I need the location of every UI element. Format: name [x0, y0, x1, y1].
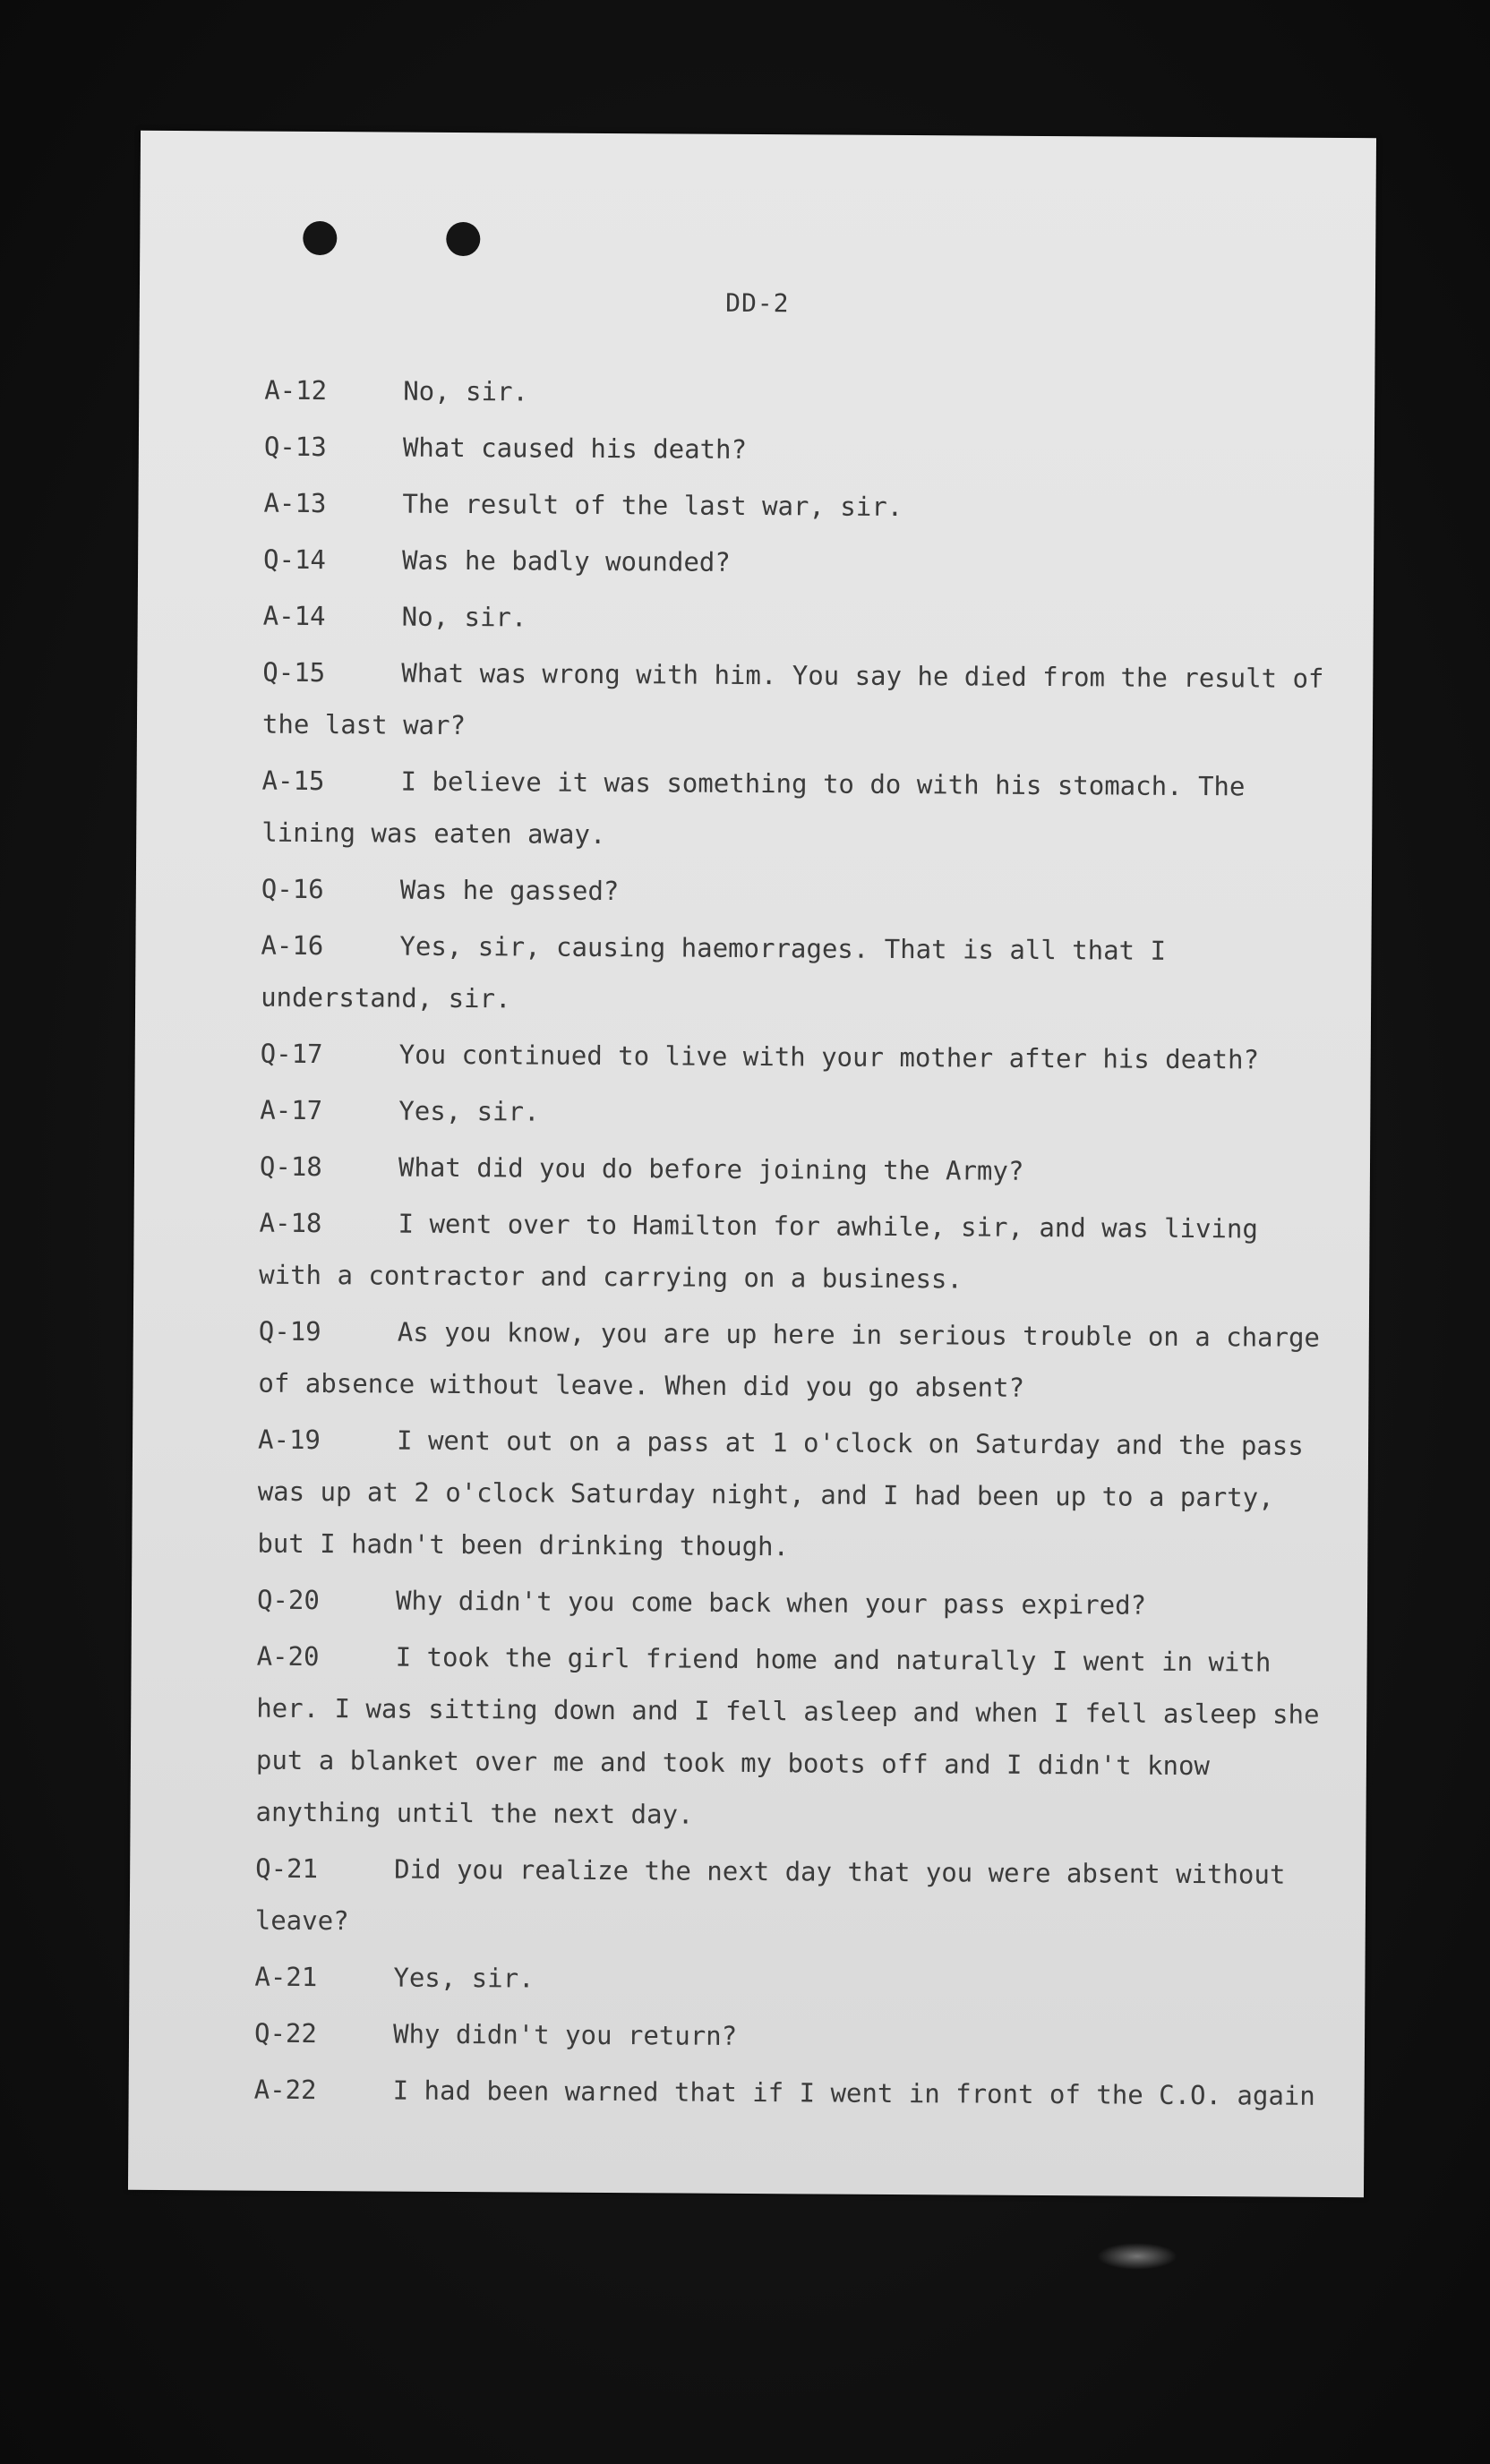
- entry-text: I went over to Hamilton for awhile, sir, and was living with a contractor and carrying on a business.: [259, 1208, 1258, 1295]
- entry-text: What caused his death?: [402, 432, 748, 465]
- entry-text: What was wrong with him. You say he died from the result of the last war?: [261, 657, 1324, 741]
- transcript-entry: [254, 2007, 1320, 2066]
- document-page: [128, 131, 1376, 2197]
- transcript-entry: [264, 364, 1330, 423]
- transcript-entry: [264, 421, 1330, 479]
- entry-text: What did you do before joining the Army?: [398, 1151, 1024, 1186]
- entry-text: No, sir.: [403, 375, 529, 407]
- entry-label: Q-18: [259, 1151, 322, 1183]
- entry-text: Yes, sir.: [398, 1095, 540, 1127]
- transcript: [253, 364, 1330, 2126]
- entry-label: A-19: [258, 1424, 321, 1456]
- entry-text: I believe it was something to do with his stomach. The lining was eaten away.: [261, 766, 1246, 850]
- entry-label: A-22: [253, 2074, 317, 2106]
- entry-text: I had been warned that if I went in front of the C.O. again: [392, 2075, 1315, 2111]
- punch-hole-right: [446, 222, 480, 256]
- scan-smudge: [1097, 2243, 1177, 2270]
- entry-label: Q-17: [260, 1038, 323, 1070]
- transcript-entry: [258, 1305, 1324, 1416]
- transcript-entry: [257, 1574, 1323, 1632]
- entry-text: I took the girl friend home and naturally I went in with her. I was sitting down and I fell asleep and when I fell asleep she put a blanket over me and took my boots off and I didn't know anything until the next day.: [255, 1641, 1320, 1830]
- entry-label: Q-13: [263, 431, 327, 463]
- entry-text: I went out on a pass at 1 o'clock on Saturday and the pass was up at 2 o'clock Saturday night, and I had been up to a party, but I hadn't been drinking though.: [257, 1424, 1304, 1562]
- transcript-entry: [262, 646, 1329, 757]
- transcript-entry: [261, 863, 1327, 921]
- entry-label: A-13: [263, 487, 327, 519]
- transcript-entry: [254, 1951, 1320, 2009]
- entry-text: The result of the last war, sir.: [402, 488, 903, 523]
- entry-label: A-20: [256, 1640, 320, 1673]
- entry-label: Q-21: [255, 1852, 319, 1885]
- transcript-entry: [253, 2064, 1319, 2122]
- transcript-entry: [257, 1414, 1323, 1576]
- entry-label: A-12: [264, 374, 328, 406]
- transcript-entry: [263, 477, 1329, 535]
- entry-text: Yes, sir, causing haemorrages. That is all that I understand, sir.: [261, 930, 1167, 1014]
- transcript-entry: [263, 590, 1329, 648]
- entry-label: A-18: [259, 1207, 322, 1239]
- entry-label: Q-19: [258, 1315, 321, 1348]
- punch-hole-left: [303, 221, 337, 255]
- transcript-entry: [259, 1197, 1325, 1307]
- entry-text: Why didn't you come back when your pass expired?: [395, 1585, 1147, 1621]
- page-identifier: DD-2: [725, 287, 790, 319]
- transcript-entry: [255, 1843, 1322, 1953]
- entry-text: Why didn't you return?: [392, 2018, 738, 2051]
- entry-label: A-21: [254, 1961, 318, 1993]
- entry-text: As you know, you are up here in serious trouble on a charge of absence without leave. When did you go absent?: [258, 1316, 1321, 1403]
- transcript-entry: [263, 534, 1329, 592]
- entry-label: Q-20: [256, 1584, 320, 1616]
- entry-label: Q-16: [261, 873, 324, 905]
- transcript-entry: [260, 1084, 1325, 1142]
- entry-label: A-17: [260, 1094, 323, 1126]
- entry-text: Did you realize the next day that you were absent without leave?: [254, 1853, 1286, 1937]
- entry-label: Q-22: [253, 2017, 318, 2049]
- entry-label: Q-14: [263, 543, 327, 576]
- entry-label: Q-15: [262, 656, 326, 689]
- transcript-entry: [260, 1141, 1325, 1199]
- transcript-entry: [261, 920, 1327, 1030]
- entry-text: Was he gassed?: [399, 874, 620, 907]
- entry-text: Yes, sir.: [393, 1962, 535, 1994]
- entry-label: A-16: [261, 929, 324, 962]
- entry-text: You continued to live with your mother after his death?: [398, 1039, 1260, 1075]
- entry-label: A-15: [261, 765, 325, 797]
- entry-text: Was he badly wounded?: [402, 544, 731, 578]
- transcript-entry: [261, 755, 1328, 865]
- entry-label: A-14: [262, 600, 326, 632]
- transcript-entry: [261, 1028, 1326, 1086]
- entry-text: No, sir.: [401, 601, 527, 633]
- transcript-entry: [255, 1630, 1322, 1844]
